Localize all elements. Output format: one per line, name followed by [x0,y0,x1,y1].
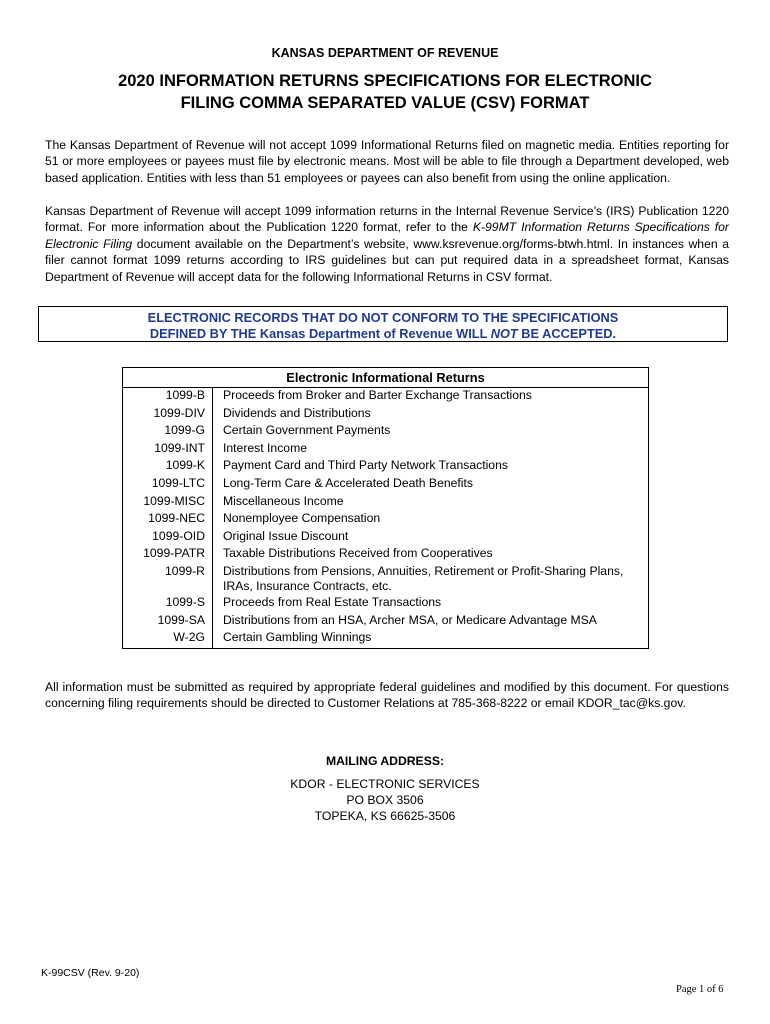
mailing-address-line-1: KDOR - ELECTRONIC SERVICES [290,777,480,791]
intro-paragraph-1: The Kansas Department of Revenue will not accept 1099 Informational Returns filed on magnetic media. Entities reporting for 51 or more employees or payees must file by electronic means. Most will be able to file through a Department developed, web based application. Entities with less than 51 employees or payees can also benefit from using the online application. [45,138,729,185]
return-form-description: Nonemployee Compensation [213,511,649,529]
table-row [123,546,649,564]
table-row [123,630,649,648]
mailing-address-label: MAILING ADDRESS: [325,754,445,768]
return-form-code: 1099-INT [123,441,213,459]
warning-emphasis: NOT [490,326,518,341]
return-form-code: 1099-R [123,564,213,595]
table-row [123,476,649,494]
intro-paragraph-2-text-b: document available on the Department’s website, www.ksrevenue.org/forms-btwh.html. In instances when a filer cannot format 1099 returns according to IRS guidelines but can put required data in a spreadsheet format, Kansas Department of Revenue will accept data for the following Informational Returns in CSV format. [45,236,729,284]
return-form-description: Distributions from Pensions, Annuities, Retirement or Profit-Sharing Plans, IRAs, Insurance Contracts, etc. [213,564,649,595]
table-row [123,494,649,512]
return-form-code: 1099-OID [123,529,213,547]
return-form-code: 1099-MISC [123,494,213,512]
table-row [123,406,649,424]
intro-paragraph-2 [45,203,729,285]
return-form-code: 1099-K [123,458,213,476]
table-row [123,595,649,613]
return-form-code: 1099-S [123,595,213,613]
title-line-2: FILING COMMA SEPARATED VALUE (CSV) FORMAT [180,94,590,112]
title-line-1: 2020 INFORMATION RETURNS SPECIFICATIONS FOR ELECTRONIC [118,72,652,90]
table-row [123,441,649,459]
form-revision-id: K-99CSV (Rev. 9-20) [41,967,140,979]
return-form-description: Proceeds from Broker and Barter Exchange Transactions [213,388,649,406]
table-row [123,613,649,631]
return-form-description: Distributions from an HSA, Archer MSA, or Medicare Advantage MSA [213,613,649,631]
mailing-address [0,776,770,824]
department-name: KANSAS DEPARTMENT OF REVENUE [271,46,499,60]
warning-line-2-text-a: DEFINED BY THE Kansas Department of Revenue WILL [149,326,491,341]
return-form-description: Payment Card and Third Party Network Transactions [213,458,649,476]
table-row [123,511,649,529]
return-form-description: Interest Income [213,441,649,459]
returns-table-body [123,388,649,649]
return-form-description: Long-Term Care & Accelerated Death Benefits [213,476,649,494]
publication-reference: K-99MT Information Returns Specifications for Electronic Filing [45,220,729,251]
return-form-code: 1099-PATR [123,546,213,564]
intro-paragraph-2-text-a: Kansas Department of Revenue will accept 1099 information returns in the Internal Revenue Service’s (IRS) Publication 1220 format. For more information about the Publication 1220 format, refer to the [45,204,729,235]
return-form-description: Taxable Distributions Received from Cooperatives [213,546,649,564]
warning-line-2 [39,326,727,342]
return-form-code: 1099-DIV [123,406,213,424]
return-form-description: Certain Government Payments [213,423,649,441]
return-form-code: 1099-G [123,423,213,441]
page-number: Page 1 of 6 [676,984,724,995]
mailing-address-line-3: TOPEKA, KS 66625-3506 [314,809,456,823]
return-form-code: 1099-SA [123,613,213,631]
nonconformance-warning-box [38,306,728,342]
table-row [123,564,649,595]
table-row [123,388,649,406]
returns-table [122,367,649,649]
return-form-code: 1099-B [123,388,213,406]
return-form-description: Original Issue Discount [213,529,649,547]
table-row [123,458,649,476]
document-title [0,70,770,114]
returns-table-heading: Electronic Informational Returns [123,368,649,388]
warning-line-1: ELECTRONIC RECORDS THAT DO NOT CONFORM TO THE SPECIFICATIONS [147,310,619,325]
warning-line-2-text-b: BE ACCEPTED. [517,326,617,341]
return-form-description: Certain Gambling Winnings [213,630,649,648]
table-row [123,423,649,441]
return-form-description: Dividends and Distributions [213,406,649,424]
return-form-description: Proceeds from Real Estate Transactions [213,595,649,613]
return-form-description: Miscellaneous Income [213,494,649,512]
return-form-code: 1099-NEC [123,511,213,529]
mailing-address-line-2: PO BOX 3506 [346,793,424,807]
return-form-code: W-2G [123,630,213,648]
return-form-code: 1099-LTC [123,476,213,494]
table-row [123,529,649,547]
closing-paragraph: All information must be submitted as required by appropriate federal guidelines and modified by this document. For questions concerning filing requirements should be directed to Customer Relations at 785-368-8222 or email KDOR_tac@ks.gov. [45,680,729,711]
